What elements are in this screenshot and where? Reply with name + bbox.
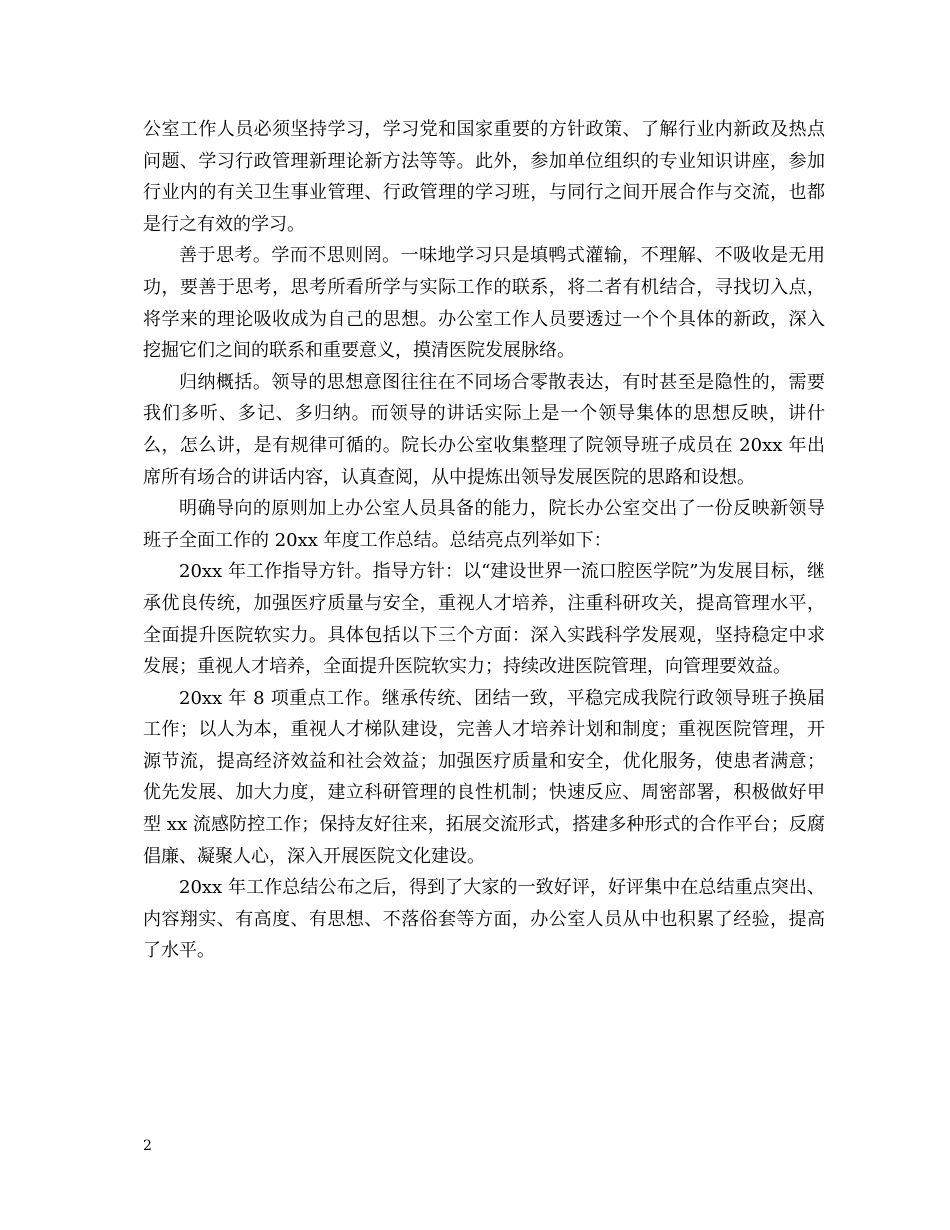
paragraph-5: 20xx 年工作指导方针。指导方针：以“建设世界一流口腔医学院”为发展目标，继承优良传统，加强医疗质量与安全，重视人才培养，注重科研攻关，提高管理水平，全面提升医院软实力。具体包括以下三个方面：深入实践科学发展观，坚持稳定中求发展；重视人才培养，全面提升医院软实力；持续改进医院管理，向管理要效益。 [143,561,825,678]
paragraph-2: 善于思考。学而不思则罔。一味地学习只是填鸭式灌输，不理解、不吸收是无用功，要善于思考，思考所看所学与实际工作的联系，将二者有机结合，寻找切入点，将学来的理论吸收成为自己的思想。办公室工作人员要透过一个个具体的新政，深入挖掘它们之间的联系和重要意义，摸清医院发展脉络。 [143,245,825,362]
page-number: 2 [143,1138,152,1154]
paragraph-7: 20xx 年工作总结公布之后，得到了大家的一致好评，好评集中在总结重点突出、内容翔实、有高度、有思想、不落俗套等方面，办公室人员从中也积累了经验，提高了水平。 [143,877,825,962]
paragraph-6: 20xx 年 8 项重点工作。继承传统、团结一致，平稳完成我院行政领导班子换届工作；以人为本，重视人才梯队建设，完善人才培养计划和制度；重视医院管理，开源节流，提高经济效益和社会效益；加强医疗质量和安全，优化服务，使患者满意；优先发展、加大力度，建立科研管理的良性机制；快速反应、周密部署，积极做好甲型 xx 流感防控工作；保持友好往来，拓展交流形式，搭建多种形式的合作平台；反腐倡廉、凝聚人心，深入开展医院文化建设。 [143,687,825,867]
paragraph-3: 归纳概括。领导的思想意图往往在不同场合零散表达，有时甚至是隐性的，需要我们多听、多记、多归纳。而领导的讲话实际上是一个领导集体的思想反映，讲什么，怎么讲，是有规律可循的。院长办公室收集整理了院领导班子成员在 20xx 年出席所有场合的讲话内容，认真查阅，从中提炼出领导发展医院的思路和设想。 [143,371,825,488]
paragraph-1: 公室工作人员必须坚持学习，学习党和国家重要的方针政策、了解行业内新政及热点问题、学习行政管理新理论新方法等等。此外，参加单位组织的专业知识讲座，参加行业内的有关卫生事业管理、行政管理的学习班，与同行之间开展合作与交流，也都是行之有效的学习。 [143,119,825,235]
paragraph-4: 明确导向的原则加上办公室人员具备的能力，院长办公室交出了一份反映新领导班子全面工作的 20xx 年度工作总结。总结亮点列举如下： [143,498,825,551]
document-body [143,114,825,967]
